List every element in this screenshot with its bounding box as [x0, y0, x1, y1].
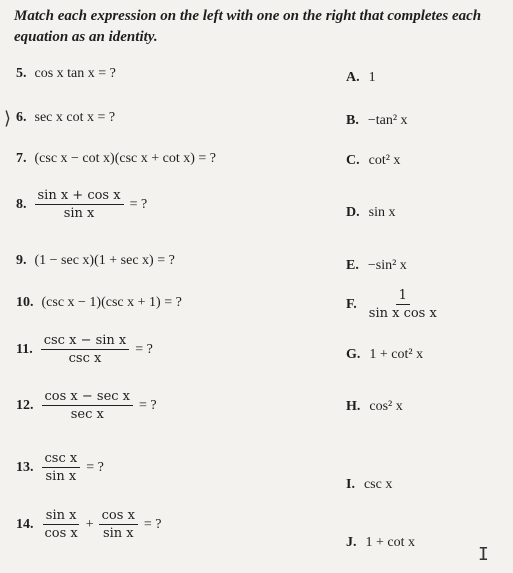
- item-number: 14.: [16, 516, 34, 532]
- expression: (csc x − 1)(csc x + 1) = ?: [41, 295, 182, 310]
- denominator: sin x: [63, 206, 95, 221]
- text-cursor-icon: I: [478, 544, 489, 565]
- left-item-14: [16, 508, 162, 541]
- item-number: 12.: [16, 397, 34, 413]
- suffix: = ?: [86, 459, 104, 475]
- numerator: sin x: [43, 508, 80, 525]
- right-item-h: [346, 399, 403, 415]
- item-number: 9.: [16, 253, 27, 268]
- plus-sign: +: [85, 516, 94, 532]
- fraction: [99, 508, 138, 541]
- margin-mark: ⟩: [4, 108, 12, 129]
- answer-letter: B.: [346, 113, 359, 128]
- right-item-d: [346, 205, 395, 221]
- answer-expression: 1 + cot² x: [369, 347, 424, 362]
- answer-letter: I.: [346, 477, 355, 492]
- right-item-b: [346, 113, 408, 129]
- denominator: sin x: [102, 526, 134, 541]
- item-number: 7.: [16, 151, 27, 166]
- numerator: cos x − sec x: [42, 389, 134, 406]
- denominator: cos x: [44, 526, 78, 541]
- answer-letter: A.: [346, 70, 360, 85]
- right-item-f: [346, 288, 440, 321]
- right-item-i: [346, 477, 392, 493]
- numerator: 1: [396, 288, 410, 305]
- right-item-a: [346, 70, 376, 86]
- numerator: sin x + cos x: [35, 188, 124, 205]
- suffix: = ?: [143, 516, 162, 532]
- answer-expression: sin x: [368, 205, 396, 220]
- instructions: Match each expression on the left with one on the right that completes each equation as an identity.: [14, 8, 482, 45]
- fraction: [41, 333, 130, 366]
- item-number: 10.: [16, 295, 34, 310]
- right-item-e: [346, 258, 407, 274]
- numerator: cos x: [99, 508, 138, 525]
- suffix: = ?: [135, 341, 153, 357]
- item-number: 13.: [16, 459, 34, 475]
- fraction: [35, 188, 124, 221]
- left-item-9: [16, 253, 175, 269]
- answer-expression: cos² x: [369, 399, 403, 414]
- numerator: csc x: [42, 451, 81, 468]
- answer-expression: −sin² x: [367, 258, 407, 273]
- left-item-6: [16, 110, 115, 126]
- answer-expression: 1: [368, 70, 376, 85]
- left-item-12: [16, 389, 157, 422]
- fraction: [42, 389, 134, 422]
- fraction: [366, 288, 440, 321]
- answer-letter: C.: [346, 153, 360, 168]
- numerator: csc x − sin x: [41, 333, 130, 350]
- denominator: csc x: [68, 351, 102, 366]
- answer-letter: F.: [346, 296, 357, 312]
- answer-expression: 1 + cot x: [365, 535, 415, 550]
- fraction: [42, 451, 81, 484]
- left-item-13: [16, 451, 104, 484]
- left-item-7: [16, 151, 216, 167]
- suffix: = ?: [129, 196, 148, 212]
- answer-letter: G.: [346, 347, 361, 362]
- suffix: = ?: [139, 397, 157, 413]
- right-item-c: [346, 153, 400, 169]
- answer-expression: −tan² x: [367, 113, 408, 128]
- answer-letter: J.: [346, 535, 357, 550]
- expression: (csc x − cot x)(csc x + cot x) = ?: [34, 151, 217, 166]
- expression: sec x cot x = ?: [34, 110, 116, 125]
- item-number: 5.: [16, 66, 27, 81]
- answer-expression: cot² x: [368, 153, 401, 168]
- denominator: sin x: [45, 469, 77, 484]
- left-item-10: [16, 295, 182, 311]
- left-item-11: [16, 333, 153, 366]
- expression: (1 − sec x)(1 + sec x) = ?: [34, 253, 175, 268]
- fraction: [42, 508, 81, 541]
- expression: cos x tan x = ?: [34, 66, 116, 81]
- item-number: 6.: [16, 110, 27, 125]
- item-number: 8.: [16, 196, 27, 212]
- denominator: sin x cos x: [368, 306, 437, 321]
- answer-letter: H.: [346, 399, 361, 414]
- answer-expression: csc x: [363, 477, 393, 492]
- right-item-g: [346, 347, 423, 363]
- item-number: 11.: [16, 341, 33, 357]
- answer-letter: E.: [346, 258, 359, 273]
- left-item-5: [16, 66, 116, 82]
- answer-letter: D.: [346, 205, 360, 220]
- denominator: sec x: [70, 407, 104, 422]
- left-item-8: [16, 188, 147, 221]
- right-item-j: [346, 535, 415, 551]
